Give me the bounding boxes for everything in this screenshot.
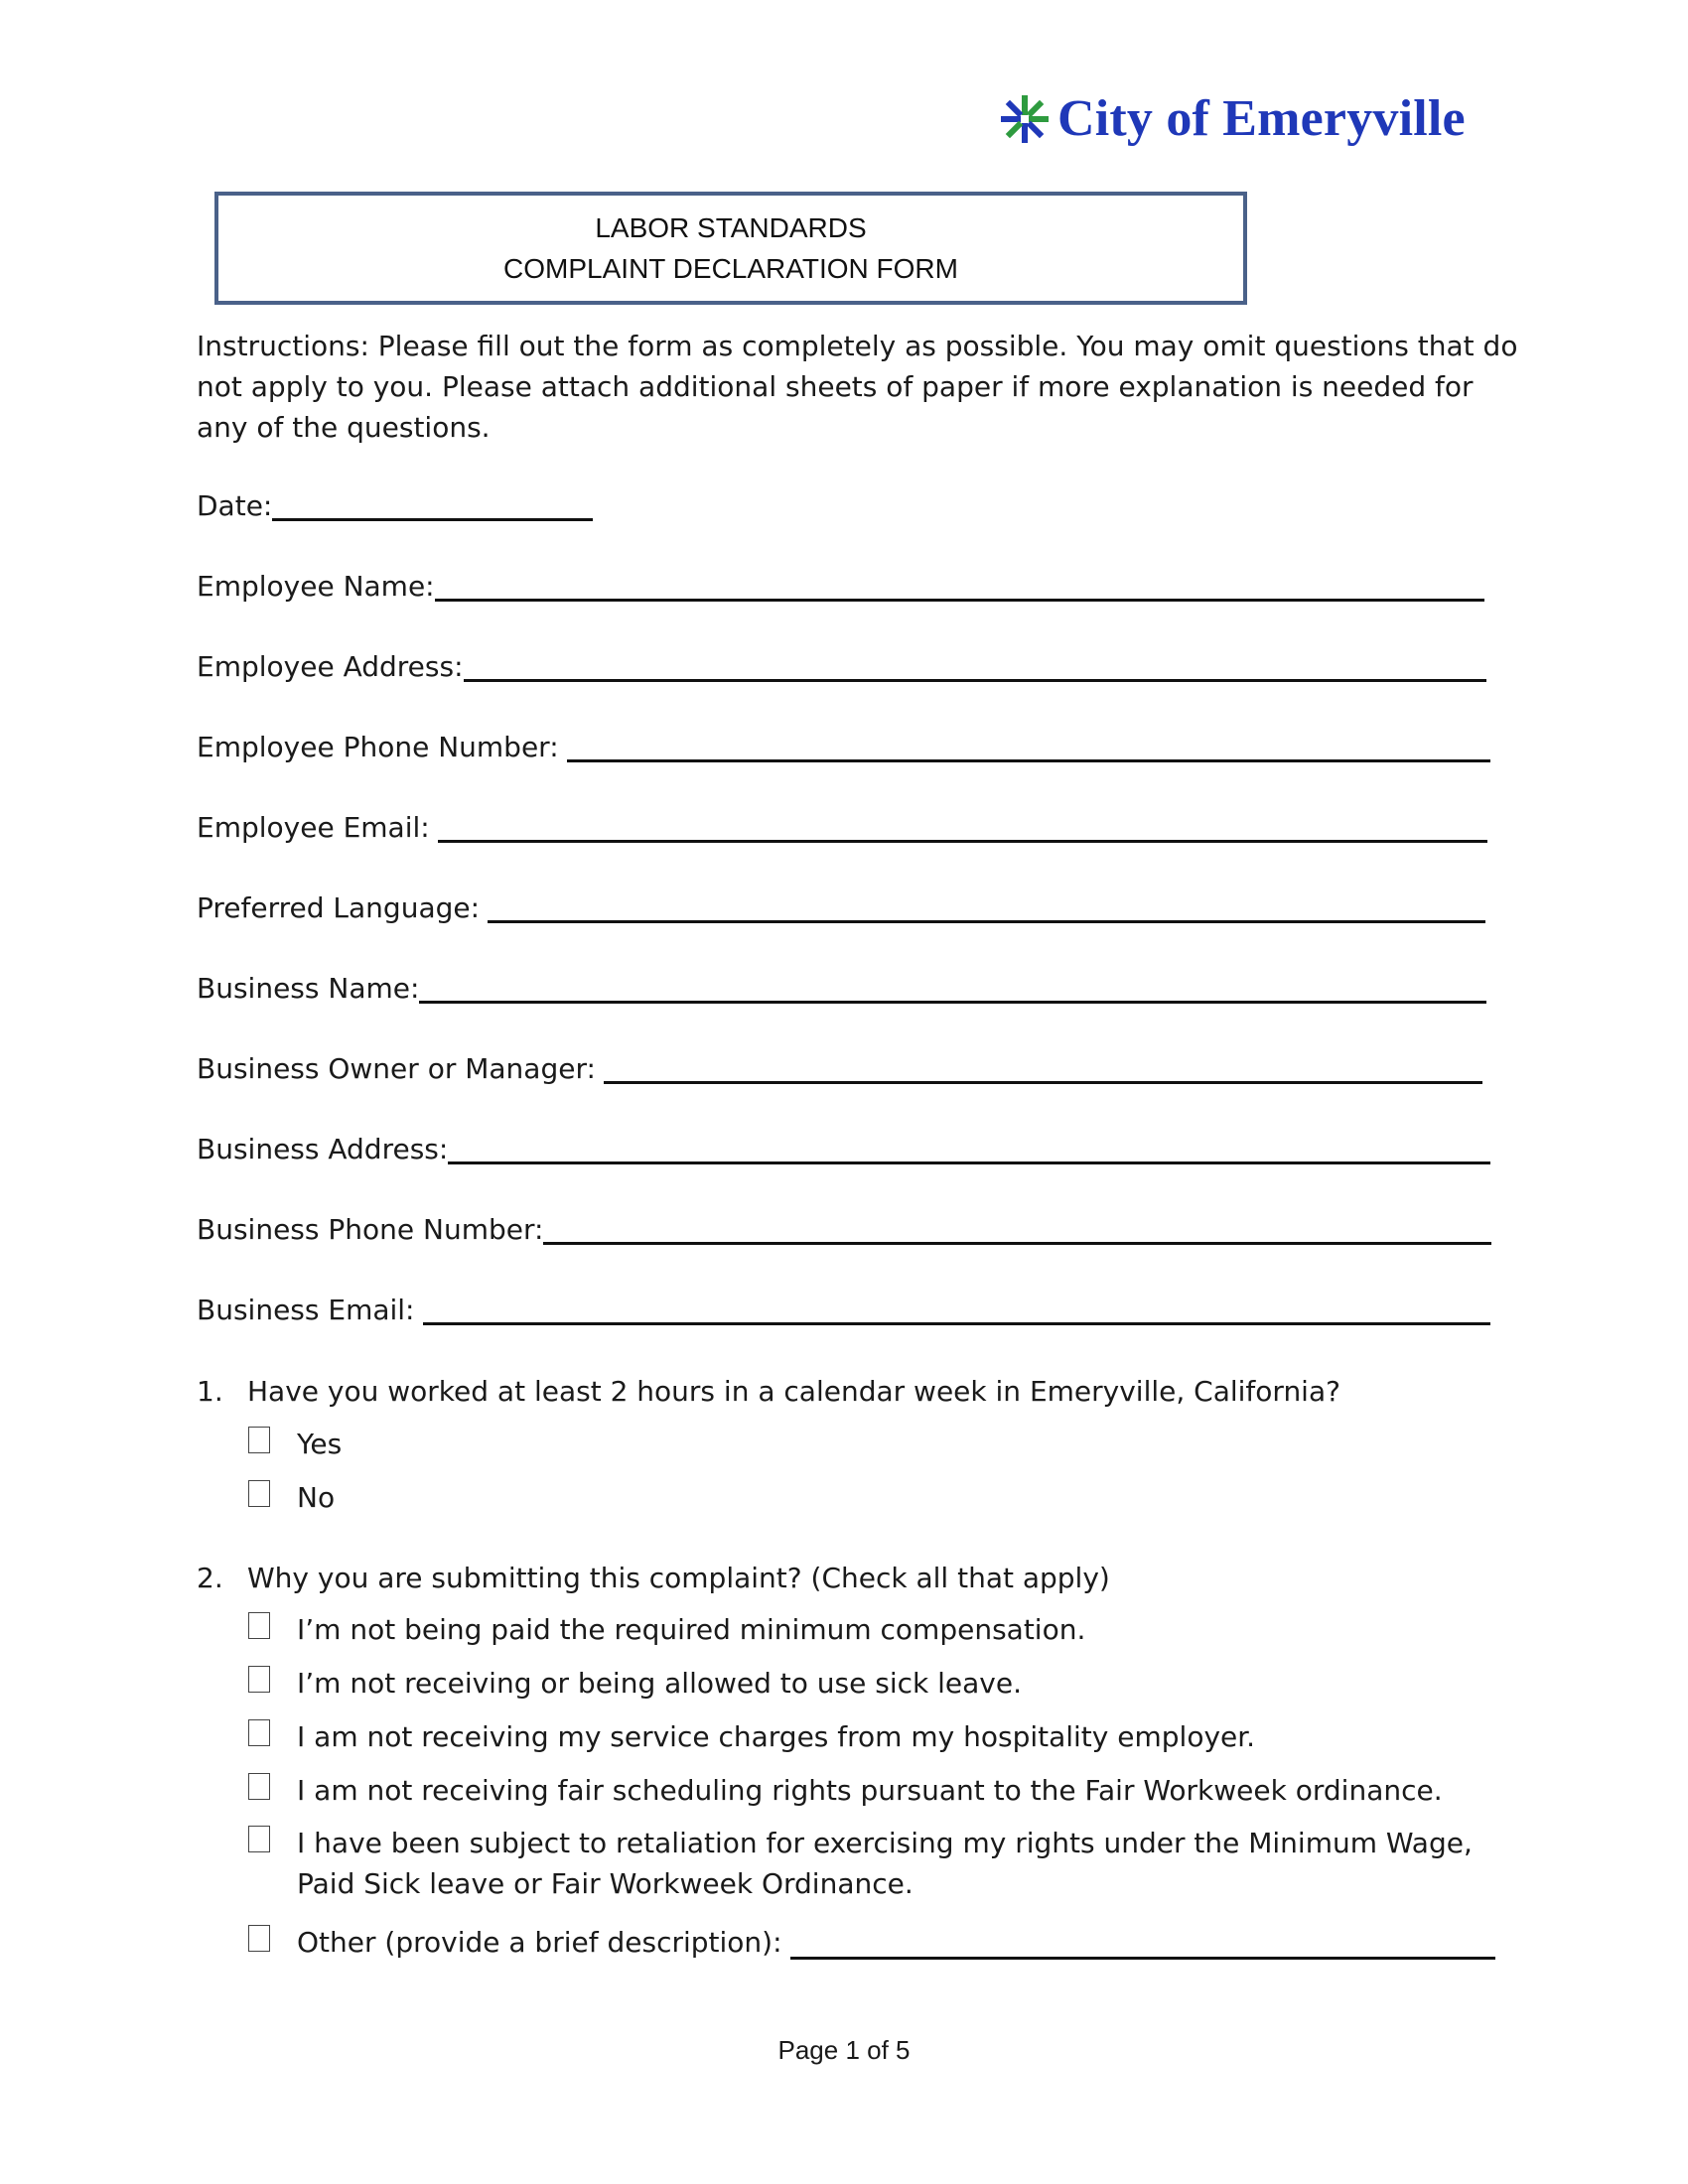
employee-email-label: Employee Email:	[197, 811, 430, 844]
q2-option-retaliation[interactable]	[248, 1823, 1473, 1904]
checkbox[interactable]	[248, 1826, 270, 1852]
business-address-label: Business Address:	[197, 1133, 449, 1165]
checkbox[interactable]	[248, 1666, 270, 1693]
instructions	[197, 326, 1518, 448]
question-2-number: 2.	[197, 1562, 223, 1594]
employee-address-label: Employee Address:	[197, 650, 464, 683]
q2-option-service-charges[interactable]	[248, 1716, 1255, 1757]
business-owner-field	[197, 1049, 1482, 1089]
q2-option-label	[297, 1823, 1473, 1904]
q1-option-no-label: No	[297, 1481, 336, 1514]
date-label: Date:	[197, 489, 273, 522]
q1-option-yes[interactable]	[248, 1424, 342, 1464]
form-title-box	[214, 192, 1247, 305]
preferred-language-field	[197, 888, 1485, 928]
business-name-field	[197, 969, 1486, 1009]
business-phone-input-line[interactable]	[543, 1214, 1491, 1245]
q2-option-retaliation-line2: Paid Sick leave or Fair Workweek Ordinance.	[297, 1867, 914, 1900]
instructions-line3: any of the questions.	[197, 411, 491, 444]
q1-option-yes-label: Yes	[297, 1428, 343, 1460]
business-owner-label: Business Owner or Manager:	[197, 1052, 596, 1085]
checkbox[interactable]	[248, 1612, 270, 1639]
business-phone-label: Business Phone Number:	[197, 1213, 544, 1246]
q2-option-retaliation-line1: I have been subject to retaliation for exercising my rights under the Minimum Wage,	[297, 1827, 1473, 1859]
employee-name-label: Employee Name:	[197, 570, 435, 603]
q2-option-other[interactable]	[248, 1922, 1495, 1963]
employee-address-field	[197, 647, 1486, 687]
employee-name-field	[197, 567, 1484, 607]
checkbox[interactable]	[248, 1719, 270, 1746]
business-phone-field	[197, 1210, 1491, 1250]
business-address-input-line[interactable]	[448, 1134, 1490, 1164]
q2-option-label: I’m not receiving or being allowed to use sick leave.	[297, 1667, 1022, 1700]
q2-option-sick-leave[interactable]	[248, 1663, 1022, 1704]
employee-email-input-line[interactable]	[438, 812, 1487, 843]
q2-option-label: I’m not being paid the required minimum compensation.	[297, 1613, 1086, 1646]
business-email-input-line[interactable]	[423, 1295, 1490, 1325]
employee-email-field	[197, 808, 1487, 848]
q2-option-label: I am not receiving fair scheduling rights pursuant to the Fair Workweek ordinance.	[297, 1774, 1443, 1807]
checkbox[interactable]	[248, 1773, 270, 1800]
q2-option-other-label: Other (provide a brief description):	[297, 1926, 782, 1959]
business-email-field	[197, 1291, 1490, 1330]
business-name-input-line[interactable]	[419, 973, 1486, 1004]
employee-phone-field	[197, 728, 1490, 767]
q2-option-label: I am not receiving my service charges from my hospitality employer.	[297, 1720, 1256, 1753]
q1-option-no[interactable]	[248, 1477, 335, 1518]
date-input-line[interactable]	[272, 490, 593, 521]
q2-option-min-compensation[interactable]	[248, 1609, 1085, 1650]
instructions-line2: not apply to you. Please attach additional sheets of paper if more explanation is needed for	[197, 370, 1474, 403]
form-title-line1: LABOR STANDARDS	[595, 212, 867, 243]
business-email-label: Business Email:	[197, 1294, 415, 1326]
checkbox[interactable]	[248, 1427, 270, 1453]
business-owner-input-line[interactable]	[604, 1053, 1482, 1084]
question-1-number: 1.	[197, 1375, 223, 1408]
question-2	[197, 1559, 1110, 1598]
employee-name-input-line[interactable]	[435, 571, 1484, 602]
instructions-line1: Instructions: Please fill out the form as completely as possible. You may omit questions that do	[197, 330, 1518, 362]
business-address-field	[197, 1130, 1490, 1169]
employee-address-input-line[interactable]	[464, 651, 1486, 682]
form-title-line2: COMPLAINT DECLARATION FORM	[503, 253, 958, 284]
city-name: City of Emeryville	[1057, 90, 1466, 147]
checkbox[interactable]	[248, 1925, 270, 1952]
business-name-label: Business Name:	[197, 972, 420, 1005]
employee-phone-input-line[interactable]	[567, 732, 1490, 762]
preferred-language-input-line[interactable]	[488, 892, 1485, 923]
question-2-text: Why you are submitting this complaint? (Check all that apply)	[247, 1562, 1110, 1594]
question-1-text: Have you worked at least 2 hours in a calendar week in Emeryville, California?	[247, 1375, 1340, 1408]
city-emblem-icon	[1000, 94, 1050, 144]
checkbox[interactable]	[248, 1480, 270, 1507]
other-description-input-line[interactable]	[790, 1929, 1495, 1960]
preferred-language-label: Preferred Language:	[197, 891, 481, 924]
date-field	[197, 486, 593, 526]
page-number: Page 1 of 5	[777, 2035, 911, 2065]
employee-phone-label: Employee Phone Number:	[197, 731, 559, 763]
question-1	[197, 1372, 1340, 1412]
city-logo	[1000, 89, 1466, 148]
q2-option-fair-workweek[interactable]	[248, 1770, 1443, 1811]
